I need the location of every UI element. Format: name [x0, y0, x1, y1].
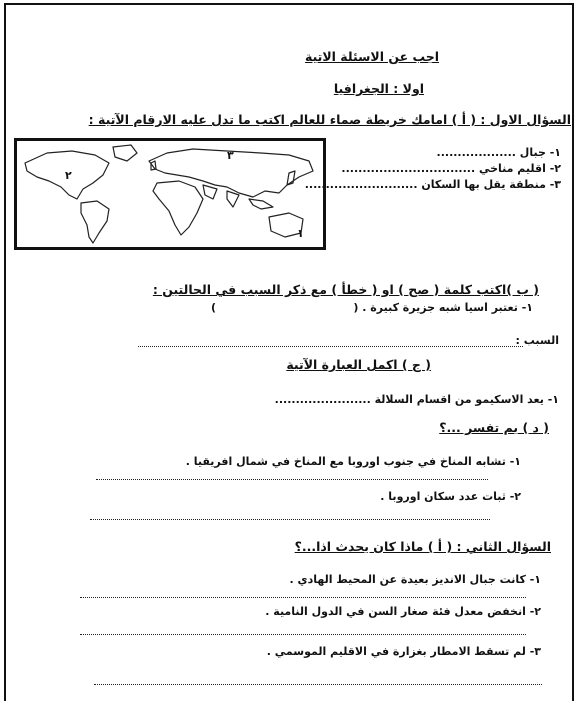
map-label-2: ٢ — [65, 169, 72, 182]
part-b-close-paren: ) — [210, 301, 216, 314]
map-india — [227, 191, 239, 207]
page-title: اجب عن الاسئلة الاتية — [304, 49, 439, 64]
q1-item-3: ٣- منطقة يقل بها السكان ........................... — [304, 178, 561, 191]
q2-answer-line-2[interactable] — [80, 634, 526, 635]
part-b-item: ١- تعتبر اسيا شبه جزيرة كبيرة . ( — [353, 301, 533, 314]
part-b-title: ( ب )اكتب كلمة ( صح ) او ( خطأ ) مع ذكر السبب في الحالتين : — [152, 282, 539, 297]
map-label-1: ١ — [297, 227, 304, 240]
map-africa — [153, 181, 203, 235]
part-b-reason-label: السبب : — [515, 334, 559, 347]
q1-item-2: ٢- اقليم مناخي ................................ — [341, 162, 561, 175]
world-map — [14, 138, 326, 250]
map-label-3: ٣ — [227, 149, 234, 162]
map-southeast-asia — [249, 199, 273, 209]
q1-item-1: ١- جبال ................... — [436, 146, 561, 159]
world-map-outline — [17, 141, 323, 247]
q2-title: السؤال الثاني : ( أ ) ماذا كان يحدث اذا...؟ — [294, 539, 551, 554]
part-d-item-1: ١- تشابه المناخ في جنوب اوروبا مع المناخ في شمال افريقيا . — [185, 455, 521, 468]
part-d-item-2: ٢- ثبات عدد سكان اوروبا . — [380, 490, 521, 503]
q2-answer-line-3[interactable] — [94, 684, 542, 685]
q2-item-3: ٣- لم تسقط الامطار بغزارة في الاقليم الموسمي . — [266, 645, 541, 658]
section-title: اولا : الجغرافيا — [333, 81, 424, 96]
part-d-answer-line-2[interactable] — [90, 519, 490, 520]
part-d-title: ( د ) بم تفسر ...؟ — [439, 420, 549, 435]
part-b-answer-line[interactable] — [138, 346, 523, 347]
q2-answer-line-1[interactable] — [80, 597, 526, 598]
map-south-america — [81, 201, 109, 243]
map-greenland — [113, 145, 137, 161]
part-d-answer-line-1[interactable] — [96, 479, 488, 480]
q1-title: السؤال الاول : ( أ ) امامك خريطة صماء للعالم اكتب ما تدل عليه الارقام الآتية : — [88, 112, 571, 127]
part-c-title: ( ج ) اكمل العبارة الآتية — [286, 357, 431, 372]
q2-item-2: ٢- انخفض معدل فئة صغار السن في الدول النامية . — [265, 605, 541, 618]
map-arabia — [203, 185, 217, 199]
q2-item-1: ١- كانت جبال الانديز بعيدة عن المحيط الهادي . — [289, 573, 541, 586]
part-c-item: ١- يعد الاسكيمو من اقسام السلالة ....................... — [274, 393, 559, 406]
